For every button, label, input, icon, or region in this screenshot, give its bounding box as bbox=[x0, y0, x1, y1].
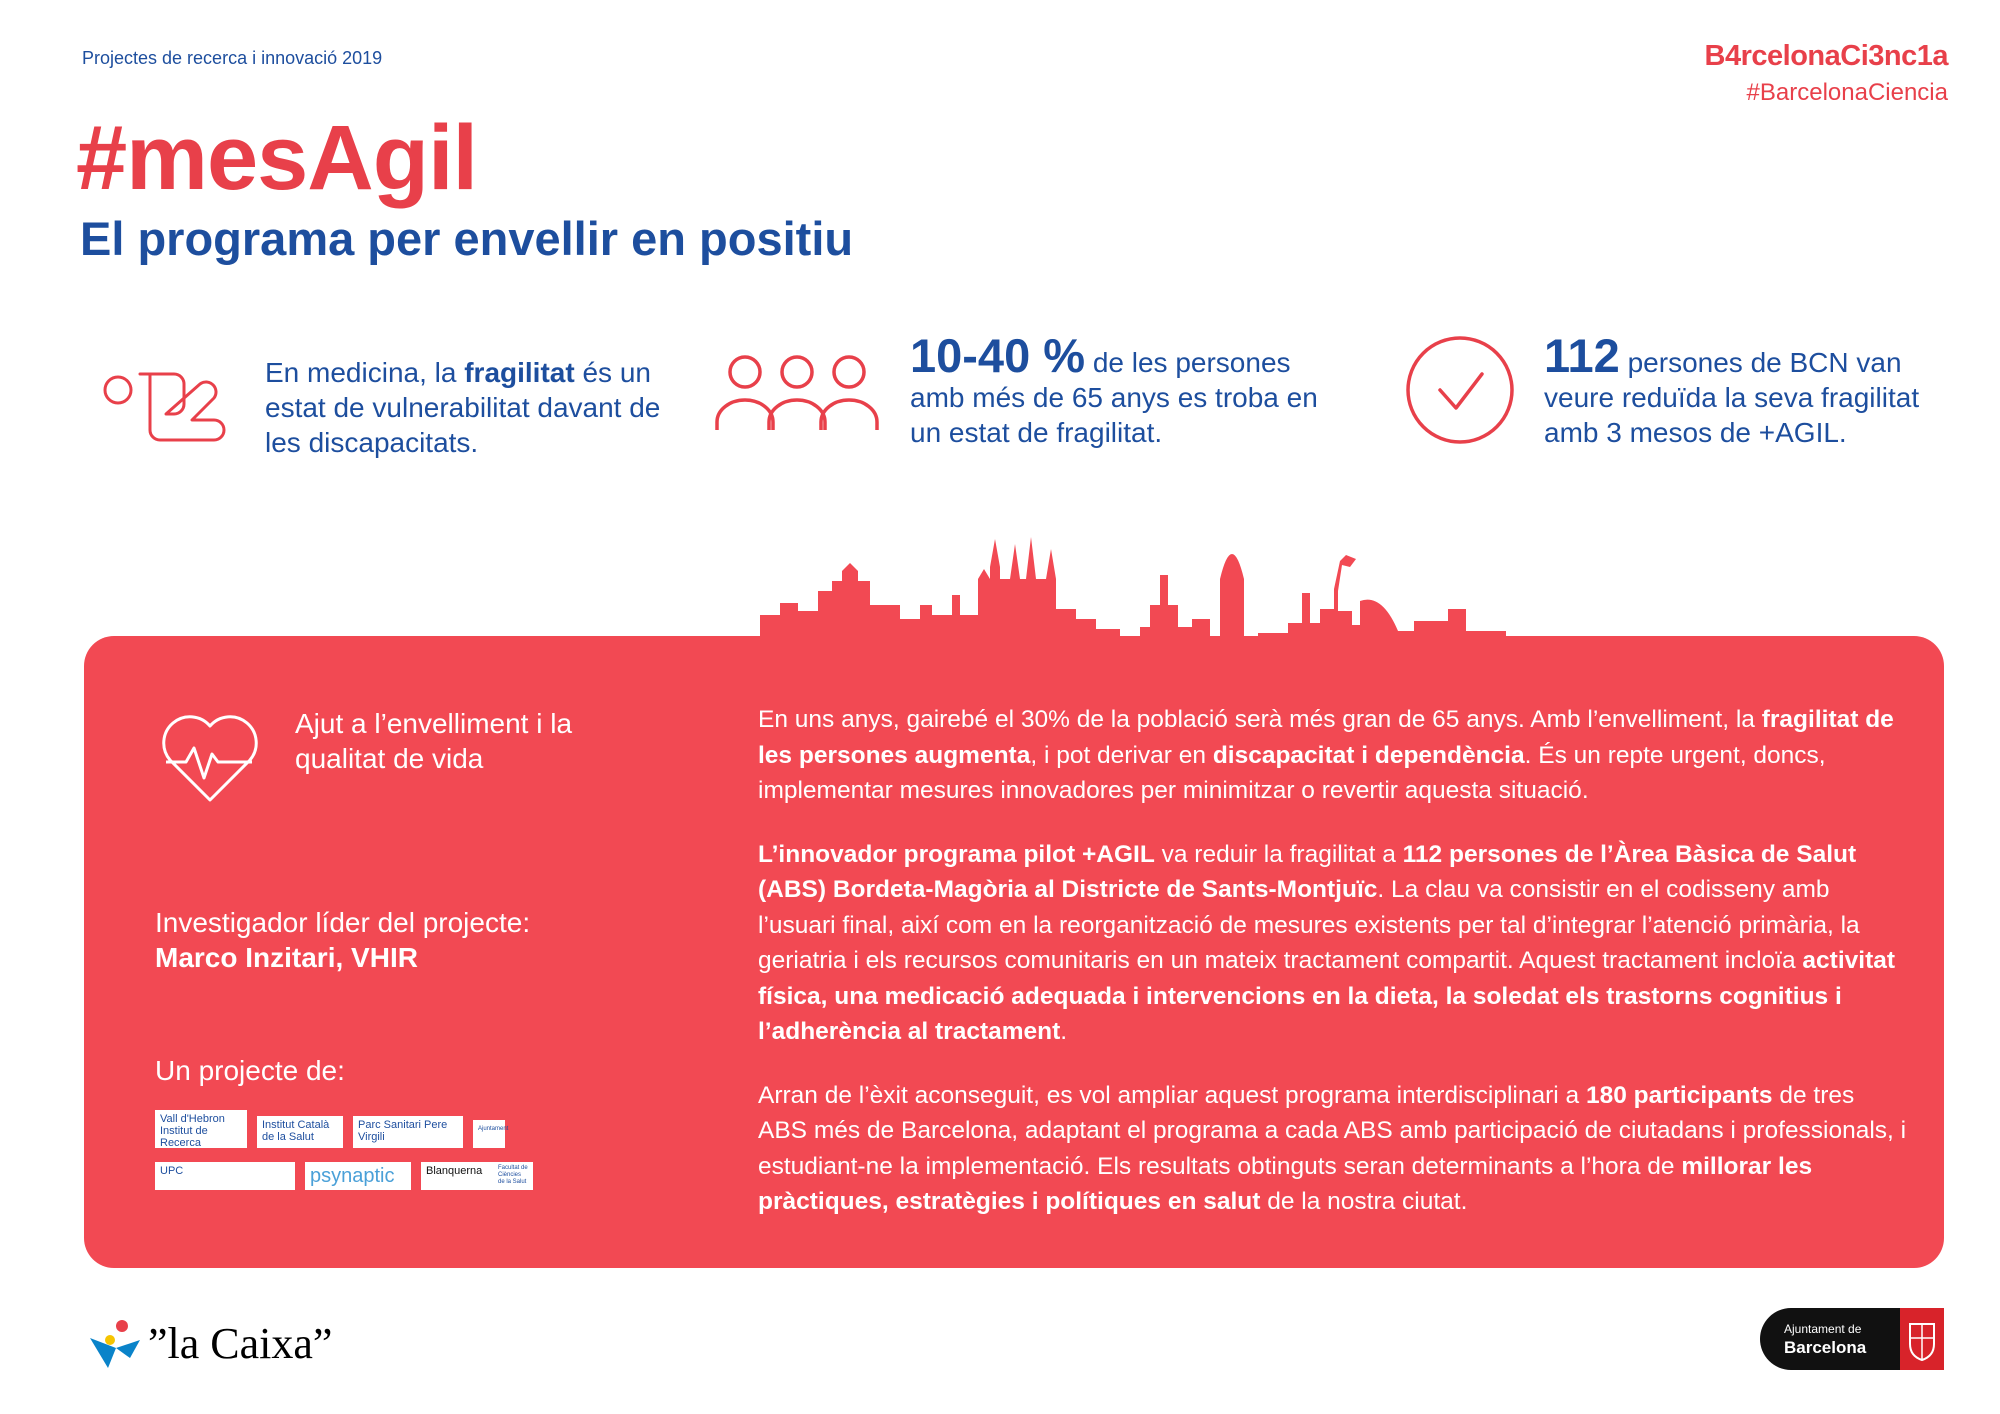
lead-researcher-label: Investigador líder del projecte: bbox=[155, 907, 531, 938]
ajuntament-logo bbox=[1760, 1308, 1944, 1370]
top-label: Projectes de recerca i innovació 2019 bbox=[82, 48, 383, 68]
body-paragraph-3 bbox=[758, 1078, 1908, 1220]
stat-fragility-bold: fragilitat bbox=[464, 357, 575, 388]
lead-researcher bbox=[155, 905, 530, 975]
stat-percentage-text: de les persones amb més de 65 anys es troba en un estat de fragilitat. bbox=[910, 347, 1318, 448]
partner-logo-psynaptic: psynaptic bbox=[305, 1162, 411, 1190]
p1-text-c: , i pot derivar en bbox=[1030, 741, 1213, 769]
panel-heart-label: Ajut a l’envelliment i la qualitat de vida bbox=[295, 708, 573, 774]
barcelona-skyline bbox=[760, 520, 1550, 640]
p2-text-c: . La clau va consistir en el codisseny amb l’usuari final, així com en la reorganització de mesures existents per tal d’integrar l’atenció primària, la geriatria i els recursos comunitaris en un mateix tractament compartit. Aquest tractament incloïa bbox=[758, 876, 1860, 974]
barcelona-ciencia-logo: B4rcelonaCi3nc1a bbox=[1704, 40, 1948, 72]
ajuntament-label-block bbox=[1760, 1308, 1900, 1370]
project-by-label: Un projecte de: bbox=[155, 1055, 345, 1086]
partner-logo-blanquerna: Blanquerna bbox=[421, 1162, 493, 1190]
partner-logo-small: Ajuntament bbox=[473, 1120, 505, 1148]
stat-fragility-pre: En medicina, la bbox=[265, 357, 465, 388]
page-title: #mesAgil bbox=[76, 107, 478, 209]
p3-text-c: de tres ABS més de Barcelona, adaptant el programa a cada ABS amb participació de ciutadans i professionals, i estudiant-ne la implementació. Els resultats obtinguts seran determinants a l’hora de bbox=[758, 1081, 1907, 1180]
brand-block bbox=[1705, 40, 1948, 107]
checkmark-circle-icon bbox=[1404, 334, 1516, 446]
p3-bold-2: millorar les pràctiques, estratègies i polítiques en salut bbox=[758, 1152, 1813, 1215]
p1-text-a: En uns anys, gairebé el 30% de la població serà més gran de 65 anys. Amb l’envelliment, la bbox=[758, 706, 1762, 733]
body-paragraph-1 bbox=[758, 702, 1908, 809]
barcelona-shield-icon bbox=[1900, 1308, 1944, 1370]
fragility-figure-icon bbox=[100, 360, 240, 460]
body-paragraph-2 bbox=[758, 837, 1908, 1050]
p1-bold-2: discapacitat i dependència bbox=[1212, 741, 1525, 769]
p2-text-a: va reduir la fragilitat a bbox=[1154, 840, 1403, 868]
stat-fragility bbox=[265, 355, 685, 460]
ajuntament-line1: Ajuntament de bbox=[1784, 1322, 1862, 1336]
p2-bold-2: 112 persones de l’Àrea Bàsica de Salut (ABS) Bordeta-Magòria al Districte de Sants-Montjuïc bbox=[758, 840, 1857, 903]
stat-percentage-value: 10-40 % bbox=[910, 329, 1086, 382]
stat-reduced bbox=[1544, 329, 1944, 450]
stat-percentage bbox=[910, 329, 1330, 450]
body-text bbox=[758, 702, 1908, 1248]
page-subtitle: El programa per envellir en positiu bbox=[80, 212, 854, 265]
la-caixa-logo bbox=[86, 1318, 346, 1378]
p2-text-d: . bbox=[1060, 1018, 1068, 1045]
p2-bold-1: L’innovador programa pilot +AGIL bbox=[758, 840, 1155, 868]
p1-text-d: . És un repte urgent, doncs, implementar mesures innovadores per minimitzar o revertir aquesta situació. bbox=[758, 741, 1826, 804]
p1-bold-1: fragilitat de les persones augmenta bbox=[758, 706, 1894, 769]
stat-fragility-post: és un estat de vulnerabilitat davant de les discapacitats. bbox=[265, 357, 661, 458]
people-group-icon bbox=[712, 352, 882, 432]
p3-text-a: Arran de l’èxit aconseguit, es vol ampliar aquest programa interdisciplinari a bbox=[758, 1081, 1586, 1109]
brand-hashtag: #BarcelonaCiencia bbox=[1746, 79, 1948, 106]
partner-logo-ics: Institut Català de la Salut bbox=[257, 1116, 343, 1148]
stat-reduced-text: persones de BCN van veure reduïda la seva fragilitat amb 3 mesos de +AGIL. bbox=[1544, 347, 1920, 448]
p2-bold-3: activitat física, una medicació adequada i intervencions en la dieta, la soledat els trastorns cognitius i l’adherència al tractament bbox=[758, 947, 1896, 1045]
partner-logo-parc-sanitari: Parc Sanitari Pere Virgili bbox=[353, 1116, 463, 1148]
partner-logo-fcs: Facultat de Ciències de la Salut bbox=[493, 1162, 533, 1190]
ajuntament-line2: Barcelona bbox=[1784, 1338, 1867, 1357]
lead-researcher-name: Marco Inzitari, VHIR bbox=[155, 942, 418, 973]
la-caixa-star-icon bbox=[86, 1318, 142, 1370]
heart-pulse-icon bbox=[160, 710, 260, 806]
partner-logo-upc: UPC bbox=[155, 1162, 295, 1190]
partner-logo-vhir: Vall d'Hebron Institut de Recerca bbox=[155, 1110, 247, 1148]
stat-reduced-value: 112 bbox=[1544, 329, 1620, 382]
p3-text-d: de la nostra ciutat. bbox=[1260, 1188, 1468, 1215]
la-caixa-wordmark: ”la Caixa” bbox=[148, 1319, 333, 1368]
p3-bold-1: 180 participants bbox=[1585, 1081, 1773, 1109]
